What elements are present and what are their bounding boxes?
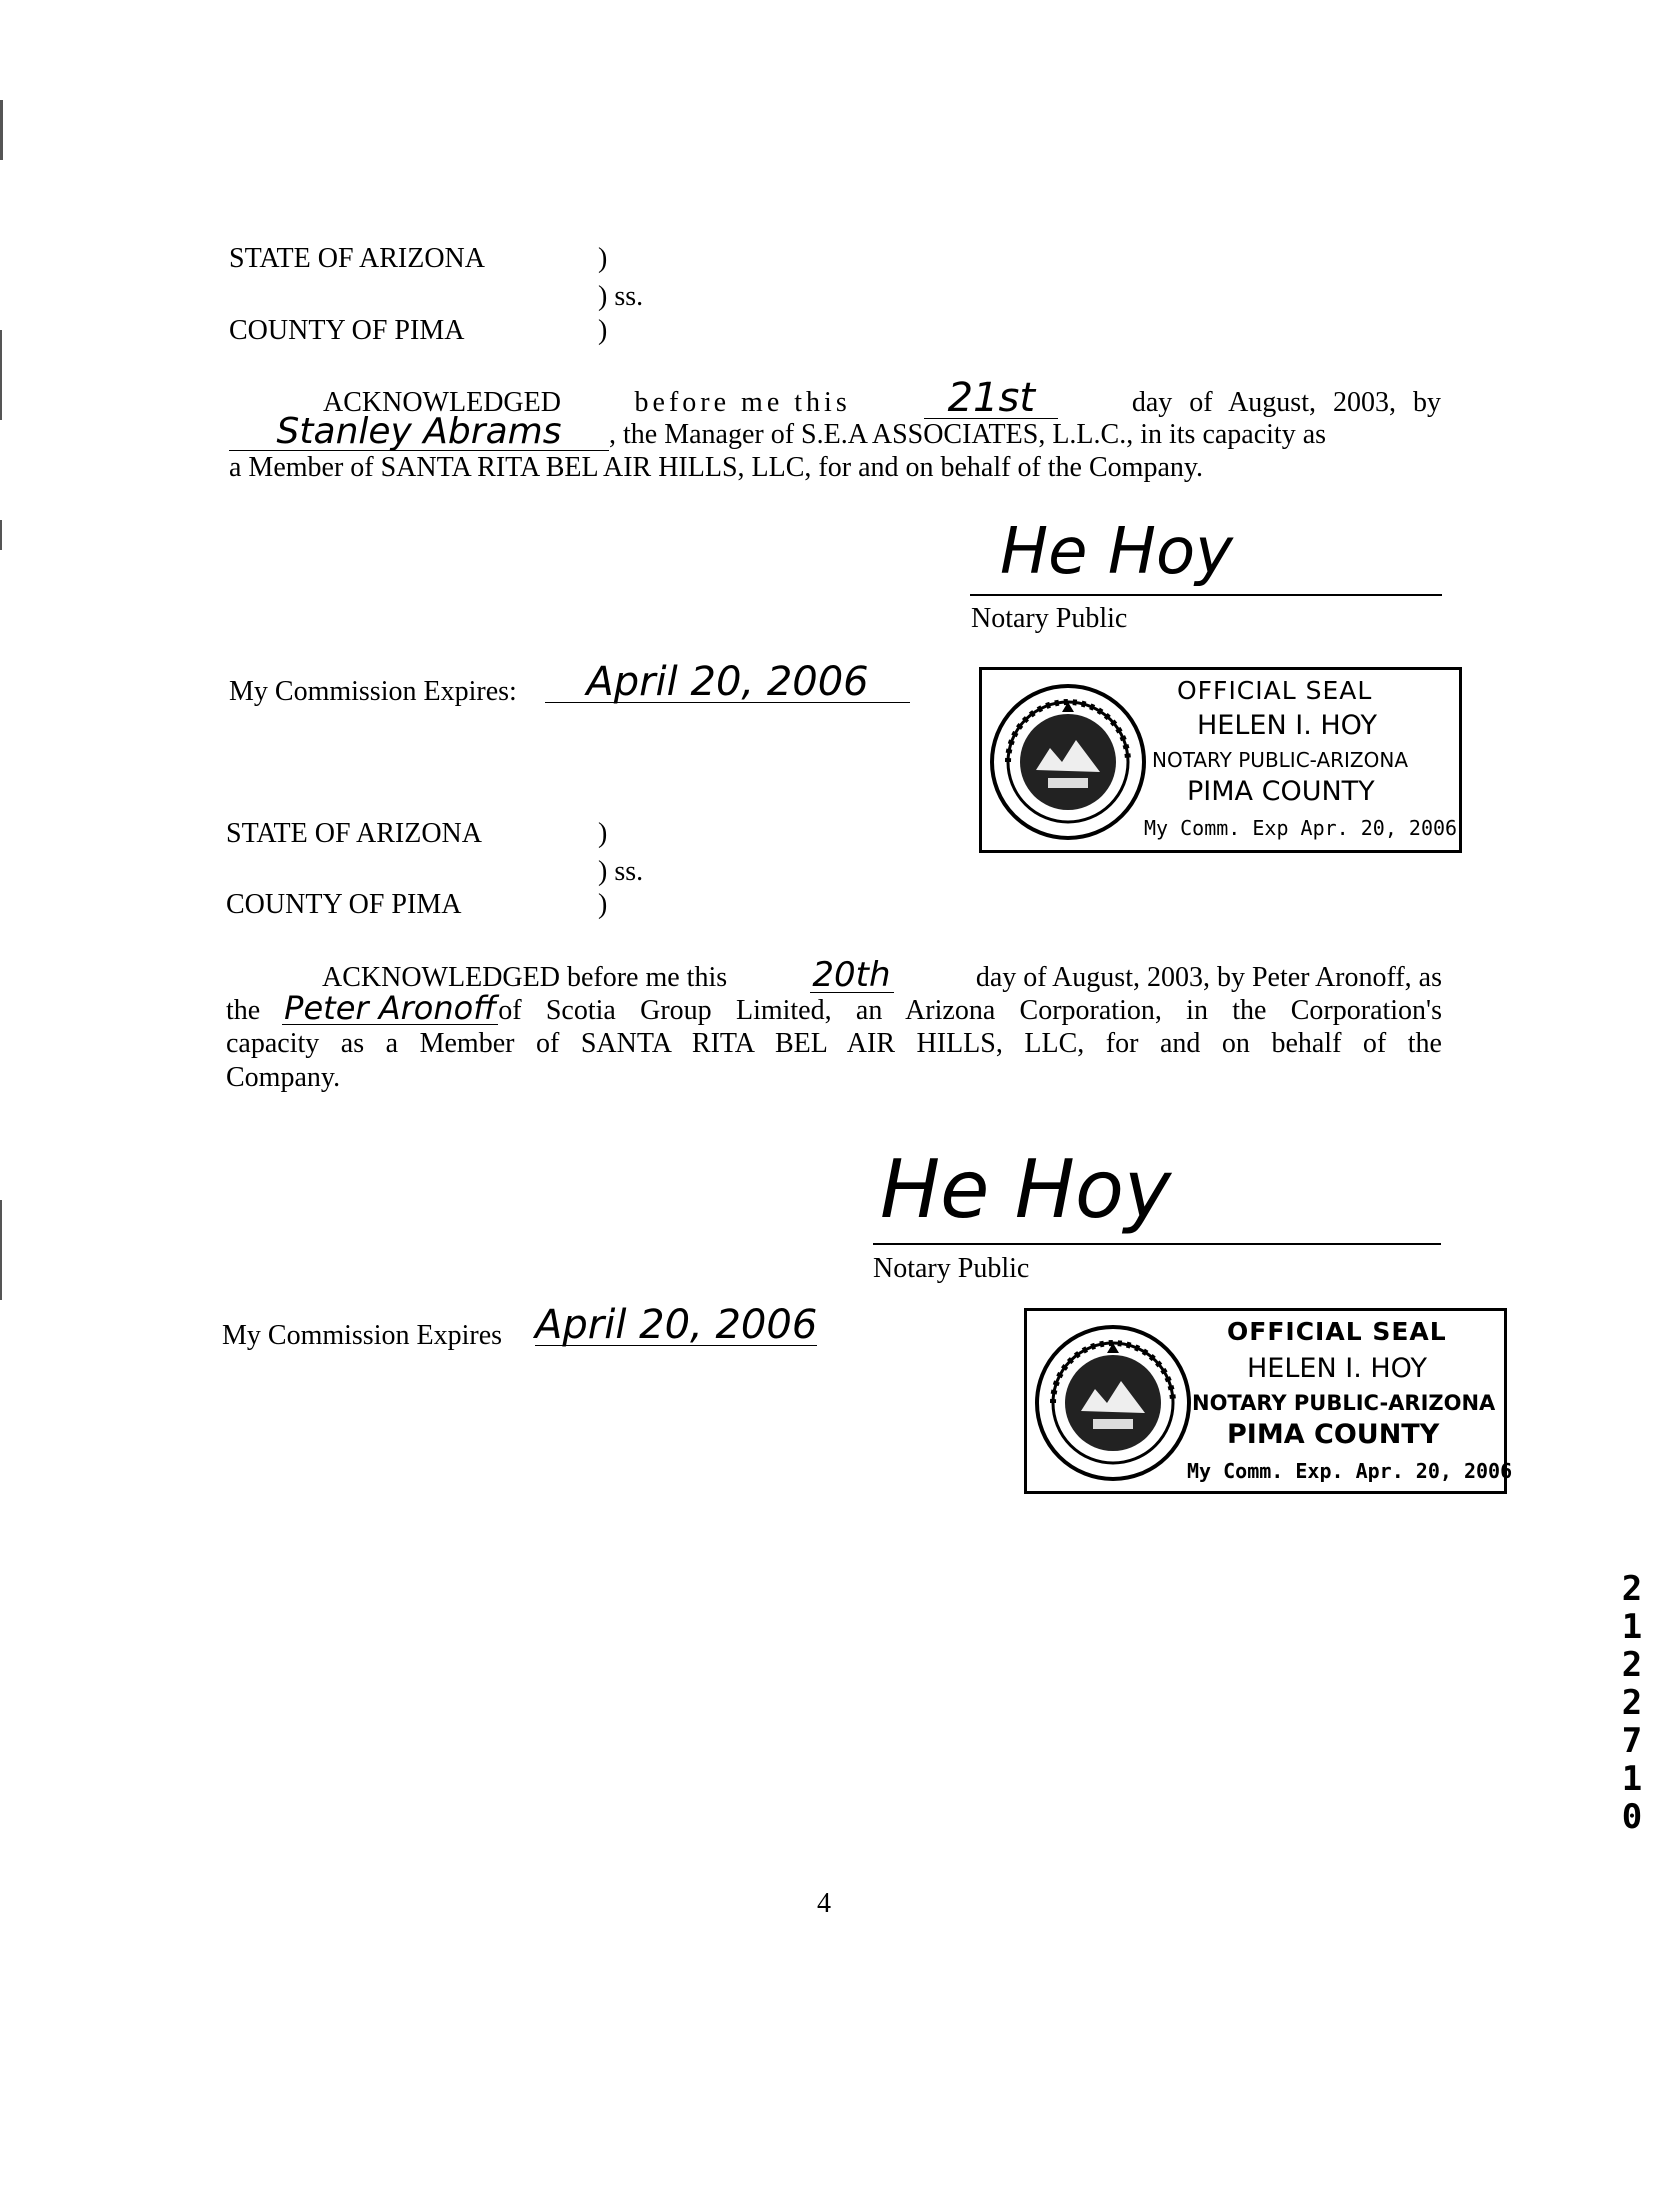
ack-lead: ACKNOWLEDGED: [323, 387, 561, 418]
ss-marker: ) ss.: [598, 281, 644, 312]
state-label: STATE OF ARIZONA: [226, 818, 482, 849]
notary-label: Notary Public: [971, 603, 1128, 634]
county-label: COUNTY OF PIMA: [229, 315, 465, 346]
notary-seal-2: [1024, 1308, 1513, 1494]
commission-label: My Commission Expires:: [229, 676, 517, 707]
scan-artifact: [0, 1200, 2, 1300]
seal-office: NOTARY PUBLIC-ARIZONA: [1192, 1391, 1496, 1415]
line3: capacity as a Member of SANTA RITA BEL AIR HILLS, LLC, for and on behalf of the: [226, 1028, 1442, 1059]
county-label: COUNTY OF PIMA: [226, 889, 462, 920]
document-number-digits: 2122710: [1621, 1569, 1643, 1837]
line2-rest: , the Manager of S.E.A ASSOCIATES, L.L.C., in its capacity as: [609, 419, 1327, 450]
ack-after-day: day of August, 2003, by Peter Aronoff, as: [975, 962, 1442, 993]
day-handwritten: 20th: [810, 958, 894, 993]
notary-signature: He Hoy: [1000, 515, 1233, 589]
document-number: [1612, 1570, 1652, 1836]
arizona-state-seal-icon: [1033, 1323, 1193, 1483]
paren: ): [598, 818, 608, 849]
seal-name: HELEN I. HOY: [1247, 1353, 1427, 1384]
arizona-state-seal-icon: [988, 682, 1148, 842]
seal-county: PIMA COUNTY: [1187, 776, 1375, 807]
notary-signature: He Hoy: [880, 1143, 1172, 1236]
the-word: the: [226, 995, 261, 1026]
ack-after-day: day of August, 2003, by: [1131, 387, 1441, 418]
paren: ): [598, 243, 608, 274]
ack-before: before me this: [634, 387, 851, 418]
scan-artifact: [0, 100, 3, 160]
seal-name: HELEN I. HOY: [1197, 710, 1377, 741]
page-number: 4: [817, 1888, 831, 1919]
commission-label: My Commission Expires: [222, 1320, 503, 1351]
paren: ): [598, 315, 608, 346]
line3: a Member of SANTA RITA BEL AIR HILLS, LLC, for and on behalf of the Company.: [229, 452, 1204, 483]
scan-artifact: [0, 330, 2, 420]
commission-date-handwritten: April 20, 2006: [545, 662, 910, 703]
paren: ): [598, 889, 608, 920]
title-handwritten: Peter Aronoff: [284, 989, 497, 1027]
seal-office: NOTARY PUBLIC-ARIZONA: [1152, 748, 1409, 772]
seal-title: OFFICIAL SEAL: [1177, 676, 1373, 705]
seal-county: PIMA COUNTY: [1227, 1419, 1440, 1450]
line4: Company.: [226, 1062, 341, 1093]
signature-line: [873, 1243, 1441, 1245]
notary-label: Notary Public: [873, 1253, 1030, 1284]
day-handwritten: 21st: [924, 378, 1058, 419]
state-label: STATE OF ARIZONA: [229, 243, 485, 274]
line2-rest: of Scotia Group Limited, an Arizona Corporation, in the Corporation's: [498, 995, 1442, 1026]
seal-expiration: My Comm. Exp Apr. 20, 2006: [1144, 816, 1458, 840]
acknowledgment-paragraph: [226, 955, 1442, 1094]
seal-expiration: My Comm. Exp. Apr. 20, 2006: [1187, 1459, 1513, 1483]
commission-date-handwritten: April 20, 2006: [535, 1302, 818, 1348]
acknowledgment-paragraph: [229, 375, 1441, 486]
notary-seal-1: [979, 667, 1462, 853]
signature-line: [970, 594, 1442, 596]
name-handwritten: Stanley Abrams: [229, 414, 609, 451]
seal-title: OFFICIAL SEAL: [1227, 1317, 1447, 1346]
scan-artifact: [0, 520, 2, 550]
ack-lead: ACKNOWLEDGED before me this: [322, 962, 728, 993]
ss-marker: ) ss.: [598, 856, 644, 887]
